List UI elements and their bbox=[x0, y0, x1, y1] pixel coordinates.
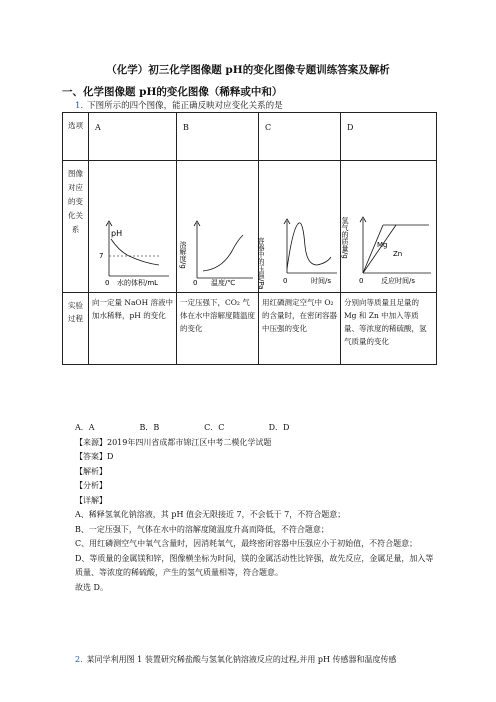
conclusion: 故选 D。 bbox=[75, 582, 108, 592]
graph-d-mg-label: Mg bbox=[377, 241, 388, 249]
graph-d-xlabel: 反应时间/s bbox=[381, 277, 416, 285]
graph-c-ylabel: 容器中的压强/Pa bbox=[257, 237, 265, 290]
answer-option-b: B．B bbox=[139, 423, 160, 432]
graph-a bbox=[89, 161, 177, 286]
graph-d-cell bbox=[341, 161, 437, 293]
table-graph-row bbox=[63, 161, 437, 293]
graph-a-cell bbox=[89, 161, 177, 293]
graph-d bbox=[341, 161, 437, 286]
question-2-stem bbox=[75, 654, 397, 665]
explanation-a: A、稀释氢氧化钠溶液，其 pH 值会无限接近 7，不会低于 7，不符合题意； bbox=[75, 510, 346, 519]
question-text: 下图所示的四个图像，能正确反映对应变化关系的是 bbox=[87, 101, 283, 111]
graph-d-ylabel: 氢气的质量/g bbox=[341, 217, 349, 259]
question-1-stem bbox=[75, 99, 283, 111]
explanation-d: D、等质量的金属镁和锌，图像横坐标为时间，镁的金属活动性比锌强，故先反应，金属足量，加入等质量、等浓度的稀硫酸，产生的氢气质量相等，符合题意。 bbox=[75, 553, 434, 577]
graph-row-label: 图像对应的变化关系 bbox=[63, 161, 89, 293]
page-title: （化学）初三化学图像题 pH的变化图像专题训练答案及解析 bbox=[106, 64, 390, 76]
explanation-c: C、用红磷测空气中氧气含量时，因消耗氧气，最终密闭容器中压强应小于初始值，不符合题意； bbox=[75, 539, 418, 548]
graph-c-origin: 0 bbox=[283, 277, 288, 285]
process-b: 一定压强下，CO₂ 气体在水中溶解度随温度的变化 bbox=[177, 293, 259, 365]
question-2-text: 某同学利用图 1 装置研究稀盐酸与氢氧化钠溶液反应的过程,并用 pH 传感器和温度传感 bbox=[86, 655, 397, 664]
option-a-label: A bbox=[89, 113, 177, 161]
fenxi-line: 【分析】 bbox=[75, 481, 107, 490]
analysis-line: 【解析】 bbox=[75, 466, 107, 476]
graph-b-cell bbox=[177, 161, 259, 293]
graph-a-tick: 7 bbox=[99, 252, 104, 260]
graph-b-origin: 0 bbox=[193, 279, 198, 287]
explanation-b: B、一定压强下，气体在水中的溶解度随温度升高而降低，不符合题意； bbox=[75, 524, 329, 534]
option-b-label: B bbox=[177, 113, 259, 161]
options-table bbox=[62, 112, 437, 365]
graph-b-xlabel: 温度/℃ bbox=[211, 279, 236, 287]
graph-c-cell bbox=[259, 161, 341, 293]
graph-a-xlabel: 水的体积/mL bbox=[117, 279, 159, 287]
section-heading: 一、化学图像题 pH的变化图像（稀释或中和） bbox=[62, 86, 283, 98]
detail-line: 【详解】 bbox=[75, 495, 107, 505]
header-label: 选项 bbox=[63, 113, 89, 161]
graph-a-origin: 0 bbox=[105, 279, 110, 287]
source-line: 【来源】2019年四川省成都市锦江区中考二模化学试题 bbox=[75, 437, 272, 447]
table-process-row bbox=[63, 293, 437, 365]
graph-d-zn-label: Zn bbox=[393, 250, 403, 258]
graph-c bbox=[257, 161, 341, 290]
answer-option-a: A．A bbox=[75, 423, 95, 432]
answer-options bbox=[75, 421, 435, 436]
table-header-row bbox=[63, 113, 437, 161]
graph-a-ylabel: pH bbox=[111, 229, 123, 238]
question-number: 1. bbox=[75, 101, 84, 111]
process-row-label: 实验过程 bbox=[63, 293, 89, 365]
answer-section bbox=[75, 421, 435, 595]
process-c: 用红磷测定空气中 O₂ 的含量时，在密闭容器中压强的变化 bbox=[259, 293, 341, 365]
question-2-number: 2. bbox=[75, 655, 83, 664]
process-a: 向一定量 NaOH 溶液中加水稀释，pH 的变化 bbox=[89, 293, 177, 365]
graph-d-origin: 0 bbox=[359, 277, 364, 285]
answer-line: 【答案】D bbox=[75, 452, 114, 461]
answer-option-d: D．D bbox=[268, 423, 290, 432]
graph-b bbox=[177, 161, 259, 286]
answer-option-c: C．C bbox=[204, 423, 225, 432]
option-c-label: C bbox=[259, 113, 341, 161]
option-d-label: D bbox=[341, 113, 437, 161]
graph-c-xlabel: 时间/s bbox=[311, 277, 332, 285]
process-d: 分别向等质量且足量的 Mg 和 Zn 中加入等质量、等浓度的稀硫酸，氢气质量的变化 bbox=[341, 293, 437, 365]
graph-b-ylabel: 溶解度/g bbox=[179, 241, 187, 269]
